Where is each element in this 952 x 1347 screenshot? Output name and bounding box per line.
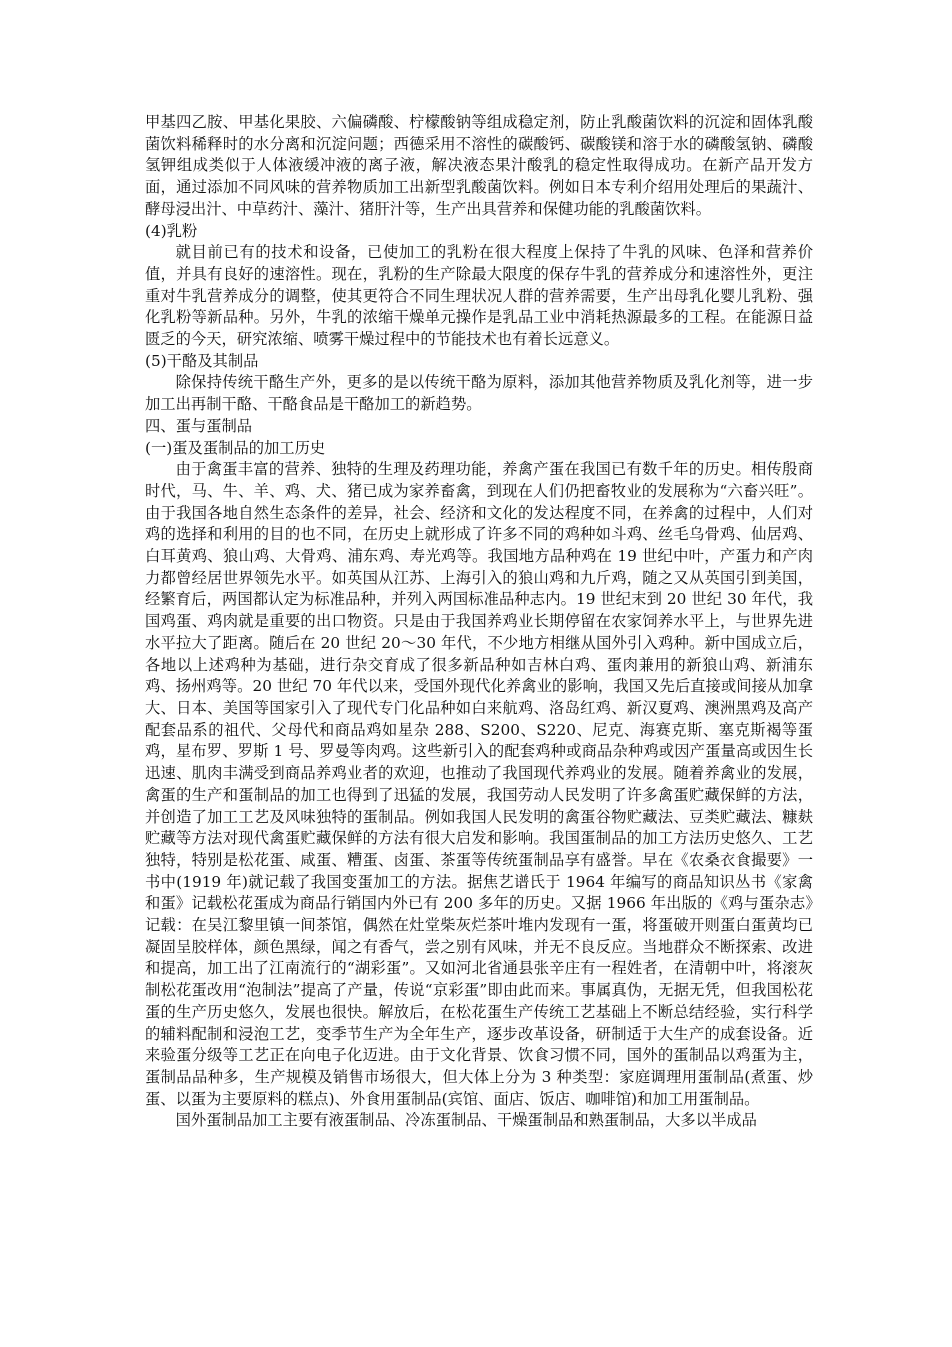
paragraph-egg-history: 由于禽蛋丰富的营养、独特的生理及药理功能，养禽产蛋在我国已有数千年的历史。相传殷商时代，马、牛、羊、鸡、犬、猪已成为家养畜禽，到现在人们仍把畜牧业的发展称为“六畜兴旺”。由于我国各地自然生态条件的差异，社会、经济和文化的发达程度不同，在养禽的过程中，人们对鸡的选择和利用的目的也不同，在历史上就形成了许多不同的鸡种如斗鸡、丝毛乌骨鸡、仙居鸡、白耳黄鸡、狼山鸡、大骨鸡、浦东鸡、寿光鸡等。我国地方品种鸡在 19 世纪中叶，产蛋力和产肉力都曾经居世界领先水平。如英国从江苏、上海引入的狼山鸡和九斤鸡，随之又从英国引到美国，经繁育后，两国都认定为标准品种，并列入两国标准品种志内。19 世纪末到 20 世纪 30 年代，我国鸡蛋、鸡肉就是重要的出口物资。只是由于我国养鸡业长期停留在农家饲养水平上，与世界先进水平拉大了距离。随后在 20 世纪 20～30 年代，不少地方相继从国外引入鸡种。新中国成立后，各地以上述鸡种为基础，进行杂交育成了很多新品种如吉林白鸡、蛋肉兼用的新狼山鸡、新浦东鸡、扬州鸡等。20 世纪 70 年代以来，受国外现代化养禽业的影响，我国又先后直接或间接从加拿大、日本、美国等国家引入了现代专门化品种如白来航鸡、洛岛红鸡、新汉夏鸡、澳洲黑鸡及高产配套品系的祖代、父母代和商品鸡如星杂 288、S200、S220、尼克、海赛克斯、塞克斯褐等蛋鸡，星布罗、罗斯 1 号、罗曼等肉鸡。这些新引入的配套鸡种或商品杂种鸡或因产蛋量高或因生长迅速、肌肉丰满受到商品养鸡业者的欢迎，也推动了我国现代养鸡业的发展。随着养禽业的发展，禽蛋的生产和蛋制品的加工也得到了迅猛的发展，我国劳动人民发明了许多禽蛋贮藏保鲜的方法，并创造了加工工艺及风味独特的蛋制品。例如我国人民发明的禽蛋谷物贮藏法、豆类贮藏法、糠麸贮藏等方法对现代禽蛋贮藏保鲜的方法有很大启发和影响。我国蛋制品的加工方法历史悠久、工艺独特，特别是松花蛋、咸蛋、糟蛋、卤蛋、茶蛋等传统蛋制品享有盛誉。早在《农桑衣食撮要》一书中(1919 年)就记载了我国变蛋加工的方法。据焦艺谱氏于 1964 年编写的商品知识丛书《家禽和蛋》记载松花蛋成为商品行销国内外已有 200 多年的历史。又据 1966 年出版的《鸡与蛋杂志》记载：在吴江黎里镇一间茶馆，偶然在灶堂柴灰烂茶叶堆内发现有一蛋，将蛋破开则蛋白蛋黄均已凝固呈胶样体，颜色黑绿，闻之有香气，尝之别有风味，并无不良反应。当地群众不断探索、改进和提高，加工出了江南流行的“湖彩蛋”。又如河北省通县张辛庄有一程姓者，在清朝中叶，将滚灰制松花蛋改用“泡制法”提高了产量，传说“京彩蛋”即由此而来。事属真伪，无据无凭，但我国松花蛋的生产历史悠久，发展也很快。解放后，在松花蛋生产传统工艺基础上不断总结经验，实行科学的辅料配制和浸泡工艺，变季节生产为全年生产，逐步改革设备，研制适于大生产的成套设备。近来验蛋分级等工艺正在向电子化迈进。由于文化背景、饮食习惯不同，国外的蛋制品以鸡蛋为主，蛋制品品种多，生产规模及销售市场很大，但大体上分为 3 种类型：家庭调理用蛋制品(煮蛋、炒蛋、以蛋为主要原料的糕点)、外食用蛋制品(宾馆、面店、饭店、咖啡馆)和加工用蛋制品。 [145, 460, 813, 1108]
paragraph-milk-powder: 就目前已有的技术和设备，已使加工的乳粉在很大程度上保持了牛乳的风味、色泽和营养价值，并具有良好的速溶性。现在，乳粉的生产除最大限度的保存牛乳的营养成分和速溶性外，更注重对牛乳营养成分的调整，使其更符合不同生理状况人群的营养需要，生产出母乳化婴儿乳粉、强化乳粉等新品种。另外，牛乳的浓缩干燥单元操作是乳品工业中消耗热源最多的工程。在能源日益匮乏的今天，研究浓缩、喷雾干燥过程中的节能技术也有着长远意义。 [145, 243, 813, 349]
body-text [145, 112, 813, 1132]
paragraph-foreign-egg-products: 国外蛋制品加工主要有液蛋制品、冷冻蛋制品、干燥蛋制品和熟蛋制品，大多以半成品 [175, 1111, 757, 1130]
section-heading-eggs: 四、蛋与蛋制品 [145, 416, 253, 435]
subsection-heading-egg-history: (一)蛋及蛋制品的加工历史 [145, 438, 326, 457]
paragraph-cheese: 除保持传统干酪生产外，更多的是以传统干酪为原料，添加其他营养物质及乳化剂等，进一步加工出再制干酪、干酪食品是干酪加工的新趋势。 [145, 373, 813, 414]
heading-milk-powder: (4)乳粉 [145, 221, 198, 240]
paragraph-lactic-stabilizers: 甲基四乙胺、甲基化果胶、六偏磷酸、柠檬酸钠等组成稳定剂，防止乳酸菌饮料的沉淀和固体乳酸菌饮料稀释时的水分离和沉淀问题；西德采用不溶性的碳酸钙、碳酸镁和溶于水的磷酸氢钠、磷酸氢钾组成类似于人体液缓冲液的离子液，解决液态果汁酸乳的稳定性取得成功。在新产品开发方面，通过添加不同风味的营养物质加工出新型乳酸菌饮料。例如日本专利介绍用处理后的果蔬汁、酵母浸出汁、中草药汁、藻汁、猪肝汁等，生产出具营养和保健功能的乳酸菌饮料。 [145, 113, 813, 218]
heading-cheese: (5)干酪及其制品 [145, 351, 259, 370]
